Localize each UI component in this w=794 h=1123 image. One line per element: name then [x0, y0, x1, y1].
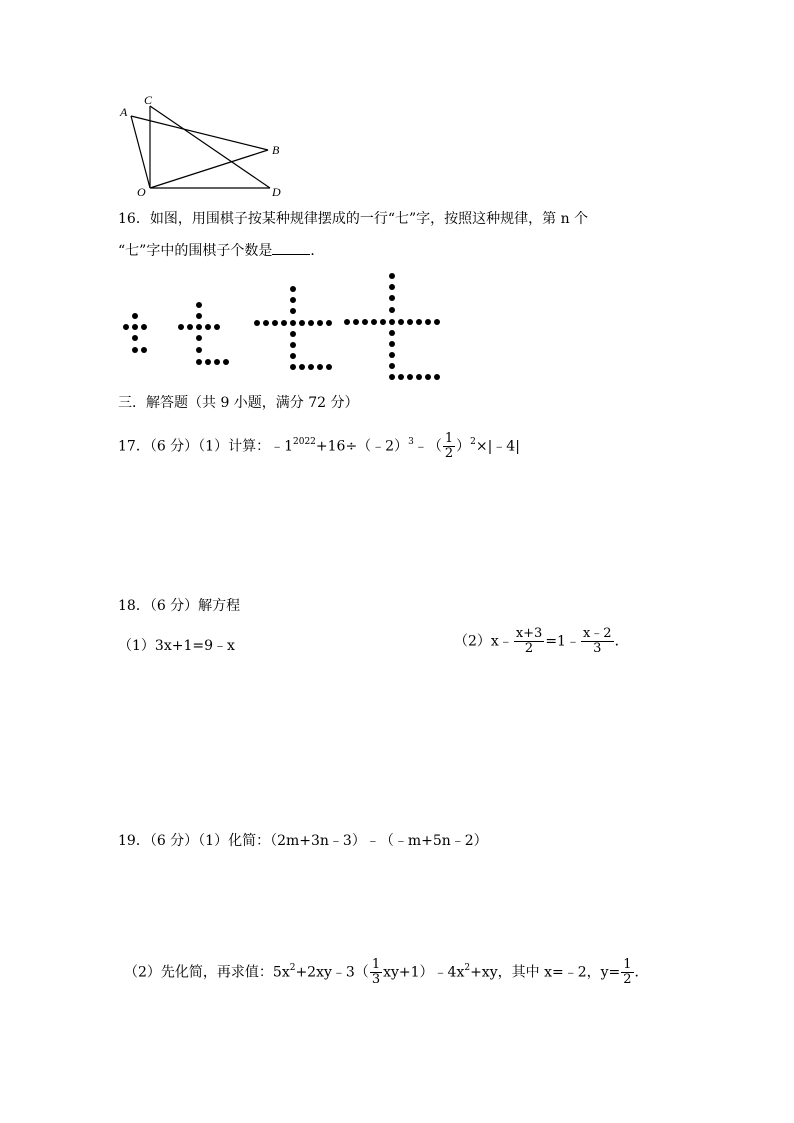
q18-fraction-2: [581, 627, 614, 656]
q19-part-2-b: +2xy﹣3（: [295, 964, 369, 981]
q19-exponent-1: 2: [289, 962, 296, 973]
q17-part-e: ×|﹣4|: [475, 438, 520, 455]
qi-figure-1: [123, 313, 147, 353]
q19-fraction-y: [621, 958, 633, 987]
label-c: C: [144, 93, 153, 107]
q17-exponent-2022: 2022: [293, 436, 316, 447]
q19-part-2-e: ．: [634, 964, 649, 981]
q17: [118, 432, 520, 461]
q17-fraction-numerator: 1: [444, 431, 454, 446]
label-a: A: [120, 105, 128, 119]
q19-exponent-2: 2: [464, 962, 471, 973]
q16-line1: 16．如图，用围棋子按某种规律摆成的一行“七”字，按照这种规律，第 n 个: [118, 211, 589, 227]
go-stone-pattern-figure: [115, 268, 455, 386]
triangle-figure: [110, 88, 300, 200]
q16-line2: [118, 241, 324, 261]
q17-exponent-3: 3: [408, 436, 414, 447]
q19-part-1: 19．（6 分）（1）化简：（2m+3n﹣3）﹣（﹣m+5n﹣2）: [118, 833, 488, 849]
q19-part-2-a: （2）先化简，再求值：5x: [124, 964, 290, 981]
q19-fraction-third: [370, 958, 382, 987]
q16-line2-end: ．: [310, 243, 325, 259]
q18-fraction-1-numerator: x+3: [515, 626, 543, 641]
q18-fraction-1-denominator: 2: [524, 641, 534, 656]
qi-figure-2: [178, 302, 229, 365]
q18-part-1: （1）3x+1=9﹣x: [118, 638, 235, 654]
q17-part-c: ﹣（: [413, 438, 442, 455]
label-d: D: [272, 185, 281, 199]
qi-figure-3: [254, 286, 332, 370]
segment-oa: [131, 116, 150, 188]
q18-part-2-a: （2）x﹣: [454, 633, 513, 650]
q18-fraction-2-denominator: 3: [593, 641, 602, 656]
label-o: O: [137, 185, 146, 199]
qi-figure-4: [344, 273, 440, 380]
segment-ob: [150, 150, 268, 188]
q18-fraction-1: [514, 627, 545, 656]
q18-part-2: [454, 627, 629, 656]
q17-prefix: 17．（6 分）（1）计算：﹣1: [118, 438, 293, 455]
q19-part-2-c: xy+1）﹣4x: [383, 964, 465, 981]
section-3-title: 三．解答题（共 9 小题，满分 72 分）: [118, 395, 359, 411]
q19-fraction-y-numerator: 1: [623, 957, 632, 972]
q19-part-2: [124, 958, 649, 987]
label-b: B: [272, 143, 280, 157]
q17-part-d: ）: [456, 438, 471, 455]
q17-fraction: [443, 432, 455, 461]
q19-fraction-y-denominator: 2: [623, 972, 632, 987]
q16-line2-text: “七”字中的围棋子个数是: [118, 243, 273, 259]
segment-ab: [131, 116, 268, 150]
q18-part-2-c: ．: [614, 633, 629, 650]
q17-fraction-denominator: 2: [444, 446, 454, 461]
answer-blank: [272, 242, 310, 255]
q18-part-2-b: =1﹣: [545, 633, 580, 650]
q19-part-2-d: +xy，其中 x=﹣2，y=: [470, 964, 621, 981]
q19-fraction-third-numerator: 1: [371, 957, 381, 972]
q18-fraction-2-numerator: x﹣2: [582, 626, 612, 641]
q17-part-b: +16÷（﹣2）: [315, 438, 409, 455]
segment-cd: [150, 106, 270, 188]
q19-fraction-third-denominator: 3: [371, 972, 381, 987]
q17-exponent-2: 2: [470, 436, 476, 447]
q18-title: 18．（6 分）解方程: [118, 598, 241, 614]
